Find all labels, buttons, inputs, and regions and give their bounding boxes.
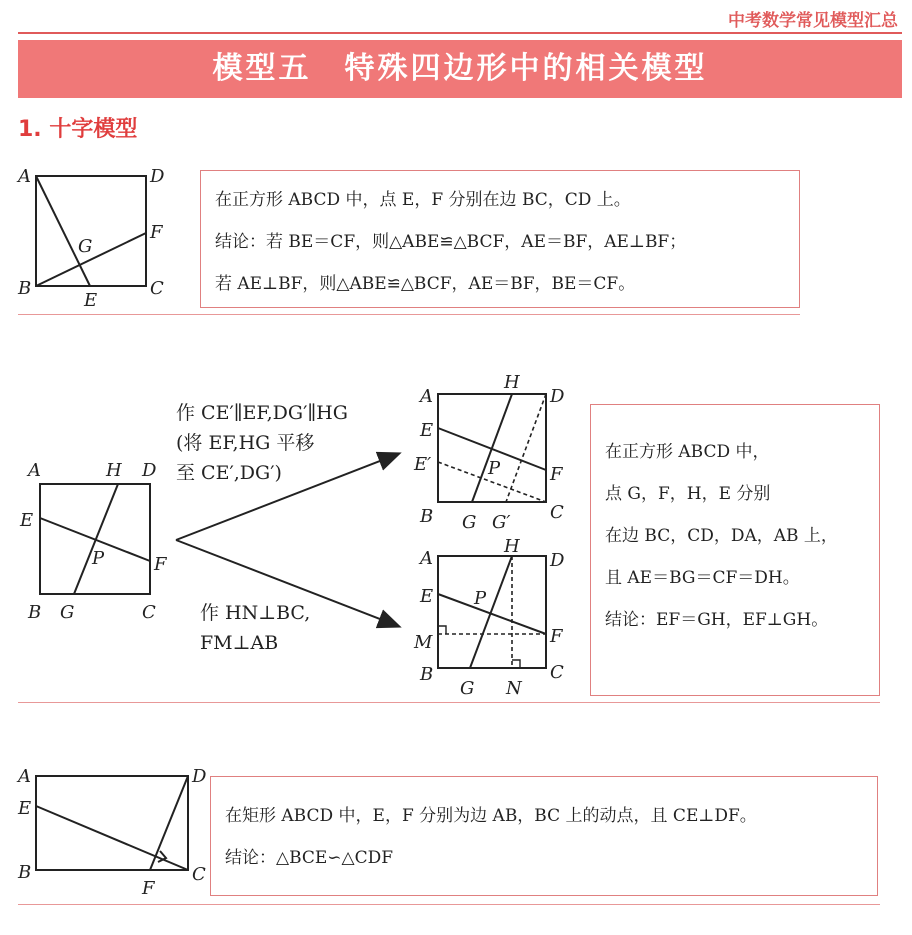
label-B: B [18,862,32,883]
conclusion-box-2 [590,404,880,696]
label-M: M [414,632,433,653]
block1-line3: 若 AE⊥BF，则△ABE≌△BCF，AE＝BF，BE＝CF。 [215,274,636,294]
label-H: H [504,536,520,557]
label-E: E [18,798,32,819]
label-G: G [462,512,477,532]
label-E: E [420,420,434,441]
figure-perpendiculars [408,530,578,700]
header-tag: 中考数学常见模型汇总 [728,11,898,31]
separator-3 [18,904,880,905]
label-F: F [550,626,563,647]
block2-line3: 在边 BC，CD，DA，AB 上， [605,526,838,546]
page-banner: 模型五 特殊四边形中的相关模型 [18,40,902,98]
label-G-prime: G′ [492,512,511,532]
label-F: F [550,464,563,485]
label-G: G [60,602,75,623]
label-A: A [28,460,41,481]
label-F: F [154,554,167,575]
label-C: C [142,602,156,623]
label-H: H [504,372,520,393]
label-B: B [18,278,32,299]
label-N: N [506,678,522,699]
label-C: C [550,502,564,523]
label-E: E [84,290,98,310]
block2-line2: 点 G，F，H，E 分别 [605,484,771,504]
block3-line1: 在矩形 ABCD 中，E，F 分别为边 AB，BC 上的动点，且 CE⊥DF。 [225,806,757,826]
label-C: C [150,278,164,299]
label-P: P [488,458,501,479]
label-G: G [460,678,475,699]
label-H: H [106,460,122,481]
block3-line2: 结论：△BCE∽△CDF [225,848,394,868]
separator-1 [18,314,800,315]
label-A: A [420,548,433,569]
header-divider [18,32,902,34]
label-B: B [420,506,434,527]
label-C: C [192,864,206,885]
block2-line1: 在正方形 ABCD 中， [605,442,770,462]
label-A: A [18,166,31,187]
label-D: D [142,460,157,481]
label-A: A [18,766,31,787]
arrow-note-top-3: 至 CE′,DG′) [176,462,282,484]
arrow-note-bottom [200,598,310,658]
separator-2 [18,702,880,703]
arrow-note-bottom-1: 作 HN⊥BC, [200,602,311,624]
label-A: A [420,386,433,407]
figure-square-cross-2 [14,452,184,627]
block2-line4: 且 AE＝BG＝CF＝DH。 [605,568,800,588]
block2-line5: 结论：EF＝GH，EF⊥GH。 [605,610,829,630]
figure-square-cross-1 [14,160,194,310]
label-G: G [78,236,93,257]
label-D: D [550,386,565,407]
arrow-note-bottom-2: FM⊥AB [200,632,279,654]
label-P: P [474,588,487,609]
label-E: E [20,510,34,531]
label-F: F [150,222,163,243]
block1-line1: 在正方形 ABCD 中，点 E，F 分别在边 BC，CD 上。 [215,190,631,210]
arrow-note-top [176,398,348,488]
figure-translated [408,368,578,532]
label-D: D [192,766,207,787]
label-B: B [28,602,42,623]
arrow-note-top-1: 作 CE′∥EF,DG′∥HG [176,402,348,424]
figure-rectangle [14,760,214,900]
label-P: P [92,548,105,569]
conclusion-box-3 [210,776,878,896]
label-B: B [420,664,434,685]
label-C: C [550,662,564,683]
label-E: E [420,586,434,607]
block1-line2: 结论：若 BE＝CF，则△ABE≌△BCF，AE＝BF，AE⊥BF； [215,232,687,252]
label-E-prime: E′ [414,454,432,475]
label-D: D [150,166,165,187]
conclusion-box-1 [200,170,800,308]
label-D: D [550,550,565,571]
section-title: 1. 十字模型 [18,117,138,142]
label-F: F [142,878,155,899]
arrow-note-top-2: (将 EF,HG 平移 [176,432,315,454]
